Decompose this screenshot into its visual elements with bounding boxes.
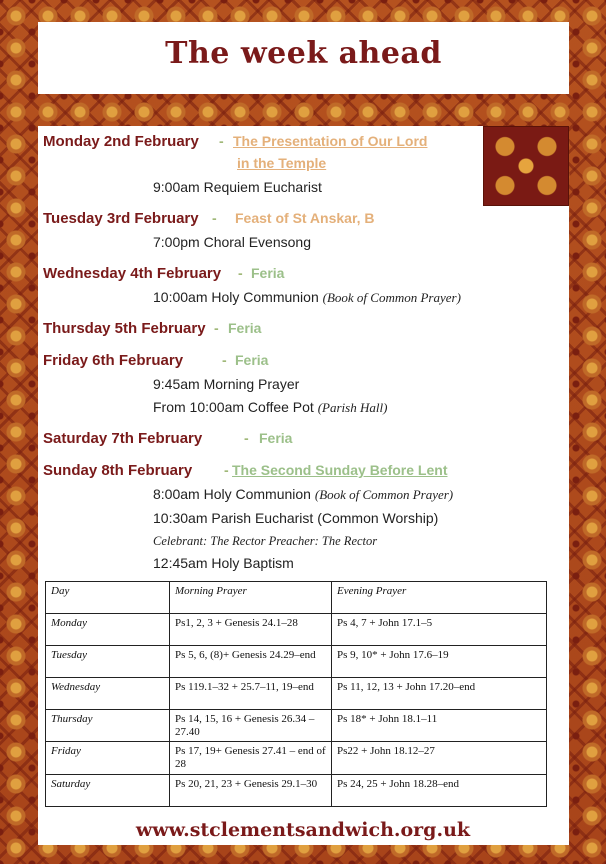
feast-thursday: Feria	[228, 320, 262, 336]
service-sunday-2: 10:30am Parish Eucharist (Common Worship)	[153, 510, 439, 526]
day-heading-saturday: Saturday 7th February	[43, 430, 203, 447]
day-heading-tuesday: Tuesday 3rd February	[43, 210, 199, 227]
table-row	[46, 614, 547, 646]
feast-monday-line2: in the Temple	[237, 155, 327, 171]
dash: -	[219, 133, 224, 149]
cell-day: Wednesday	[46, 678, 170, 710]
cell-morning: Ps 5, 6, (8)+ Genesis 24.29–end	[170, 646, 332, 678]
day-heading-wednesday: Wednesday 4th February	[43, 265, 222, 282]
cell-day: Saturday	[46, 774, 170, 806]
dash: -	[212, 210, 217, 226]
service-name: From 10:00am Coffee Pot	[153, 399, 314, 415]
cell-morning: Ps 119.1–32 + 25.7–11, 19–end	[170, 678, 332, 710]
feast-sunday: The Second Sunday Before Lent	[232, 462, 448, 478]
table-row	[46, 710, 547, 742]
website-link[interactable]: www.stclementsandwich.org.uk	[135, 819, 471, 841]
feast-tuesday: Feast of St Anskar, B	[235, 210, 375, 226]
service-sunday-1	[153, 486, 453, 503]
service-name: 8:00am Holy Communion	[153, 486, 311, 502]
cell-evening: Ps 9, 10* + John 17.6–19	[332, 646, 547, 678]
feast-wednesday: Feria	[251, 265, 285, 281]
service-note: (Book of Common Prayer)	[314, 487, 454, 502]
day-heading-monday: Monday 2nd February	[43, 133, 199, 150]
header-day: Day	[46, 582, 170, 614]
cell-evening: Ps 4, 7 + John 17.1–5	[332, 614, 547, 646]
service-friday-1: 9:45am Morning Prayer	[153, 376, 300, 392]
day-heading-friday: Friday 6th February	[43, 352, 184, 369]
cell-evening: Ps 11, 12, 13 + John 17.20–end	[332, 678, 547, 710]
dash: -	[224, 462, 229, 478]
cell-day: Tuesday	[46, 646, 170, 678]
service-monday: 9:00am Requiem Eucharist	[153, 179, 322, 195]
service-sunday-3: 12:45am Holy Baptism	[153, 555, 294, 571]
cell-morning: Ps1, 2, 3 + Genesis 24.1–28	[170, 614, 332, 646]
page-title: The week ahead	[165, 36, 442, 71]
cell-day: Friday	[46, 742, 170, 774]
service-tuesday: 7:00pm Choral Evensong	[153, 234, 311, 250]
service-friday-2	[153, 399, 387, 416]
service-wednesday	[153, 289, 461, 306]
cell-morning: Ps 17, 19+ Genesis 27.41 – end of 28	[170, 742, 332, 774]
table-row	[46, 742, 547, 774]
header-evening-prayer: Evening Prayer	[332, 582, 547, 614]
feast-saturday: Feria	[259, 430, 293, 446]
cell-evening: Ps22 + John 18.12–27	[332, 742, 547, 774]
day-heading-thursday: Thursday 5th February	[43, 320, 206, 337]
service-note: (Parish Hall)	[317, 400, 388, 415]
dash: -	[238, 265, 243, 281]
cell-morning: Ps 14, 15, 16 + Genesis 26.34 –27.40	[170, 710, 332, 742]
decorative-tile	[483, 126, 569, 206]
table-row	[46, 646, 547, 678]
celebrant-preacher: Celebrant: The Rector Preacher: The Rector	[153, 534, 378, 548]
cell-evening: Ps 18* + John 18.1–11	[332, 710, 547, 742]
title-banner	[38, 22, 569, 94]
service-note: (Book of Common Prayer)	[322, 290, 461, 305]
cell-morning: Ps 20, 21, 23 + Genesis 29.1–30	[170, 774, 332, 806]
feast-monday-line1: The Presentation of Our Lord	[233, 133, 428, 149]
header-morning-prayer: Morning Prayer	[170, 582, 332, 614]
dash: -	[244, 430, 249, 446]
lectionary-table	[45, 581, 547, 807]
dash: -	[222, 352, 227, 368]
day-heading-sunday: Sunday 8th February	[43, 462, 193, 479]
dash: -	[214, 320, 219, 336]
service-name: 10:00am Holy Communion	[153, 289, 319, 305]
table-row	[46, 678, 547, 710]
cell-day: Thursday	[46, 710, 170, 742]
feast-friday: Feria	[235, 352, 269, 368]
cell-evening: Ps 24, 25 + John 18.28–end	[332, 774, 547, 806]
table-header-row	[46, 582, 547, 614]
table-row	[46, 774, 547, 806]
cell-day: Monday	[46, 614, 170, 646]
